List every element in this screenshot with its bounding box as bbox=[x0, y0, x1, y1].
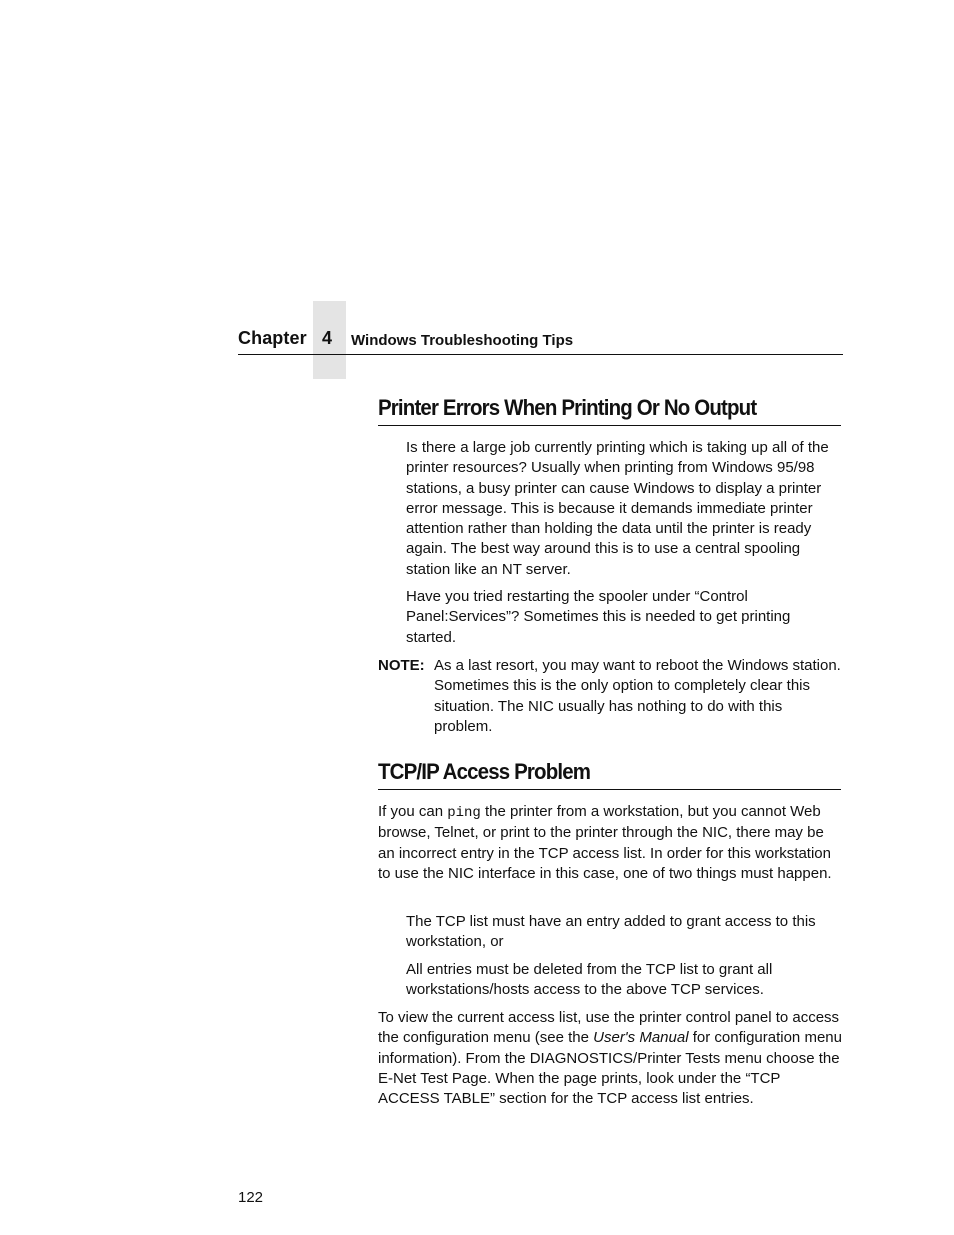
tcp-intro-paragraph bbox=[378, 802, 844, 884]
tcp-intro-text-after: the printer from a workstation, but you cannot Web browse, Telnet, or print to the printer through the NIC, there may be an incorrect entry in the TCP access list. In order for this workstation to use the NIC interface in this case, one of two things must happen. bbox=[378, 803, 832, 882]
note-label: NOTE: bbox=[378, 657, 425, 674]
page-number: 122 bbox=[238, 1189, 264, 1206]
section-heading-tcp-ip: TCP/IP Access Problem bbox=[378, 759, 591, 784]
printer-errors-paragraph-2: Have you tried restarting the spooler under “Control Panel:Services”? Sometimes this is needed to get printing started. bbox=[406, 588, 791, 646]
ping-command: ping bbox=[447, 805, 481, 821]
chapter-label: Chapter bbox=[238, 328, 307, 348]
header-rule bbox=[238, 354, 843, 355]
section-rule-tcp-ip bbox=[378, 789, 841, 790]
chapter-title: Windows Troubleshooting Tips bbox=[351, 332, 574, 349]
tcp-option-1: The TCP list must have an entry added to grant access to this workstation, or bbox=[406, 913, 816, 951]
chapter-number: 4 bbox=[322, 328, 333, 348]
tcp-closing-paragraph bbox=[378, 1008, 844, 1109]
tcp-closing-text-after: for configuration menu information). From the DIAGNOSTICS/Printer Tests menu choose the E-Net Test Page. When the page prints, look under the “TCP ACCESS TABLE” section for the TCP access list entries. bbox=[378, 1029, 842, 1108]
users-manual-reference: User's Manual bbox=[593, 1029, 689, 1047]
note-text: As a last resort, you may want to reboot the Windows station. Sometimes this is the only option to completely clear this situation. The NIC usually has nothing to do with this problem. bbox=[434, 657, 841, 735]
tcp-closing-text-before: To view the current access list, use the printer control panel to access the configuration menu (see the bbox=[378, 1009, 840, 1047]
tcp-intro-text-before: If you can bbox=[378, 803, 448, 820]
tcp-option-2: All entries must be deleted from the TCP list to grant all workstations/hosts access to the above TCP services. bbox=[406, 961, 773, 999]
printer-errors-paragraph-1: Is there a large job currently printing which is taking up all of the printer resources? Usually when printing from Windows 95/98 stations, a busy printer can cause Windows to display a printer error message. This is because it demands immediate printer attention rather than holding the data until the printer is ready again. The best way around this is to use a central spooling station like an NT server. bbox=[406, 439, 829, 578]
section-heading-printer-errors: Printer Errors When Printing Or No Output bbox=[378, 395, 757, 420]
section-rule-printer-errors bbox=[378, 425, 841, 426]
